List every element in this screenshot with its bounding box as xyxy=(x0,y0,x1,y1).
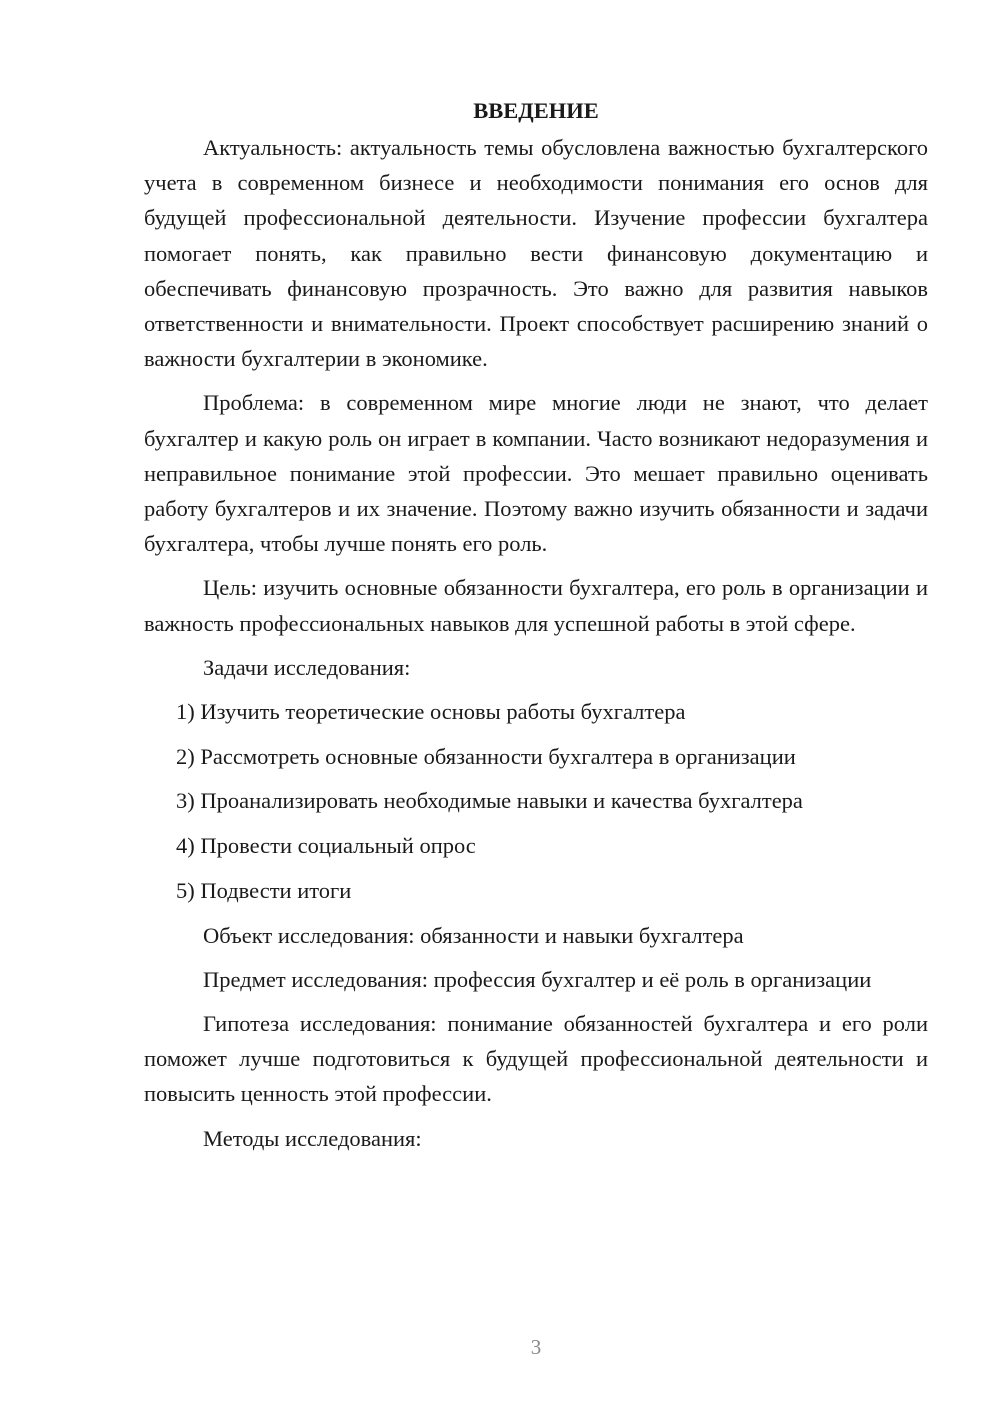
tasks-heading: Задачи исследования: xyxy=(203,654,411,680)
section-title: ВВЕДЕНИЕ xyxy=(473,98,599,123)
object-paragraph: Объект исследования: обязанности и навыки бухгалтера xyxy=(203,922,744,948)
problem-paragraph: Проблема: в современном мире многие люди не знают, что делает бухгалтер и какую роль он играет в компании. Часто возникают недоразумения и неправильное понимание этой профессии. Это мешает правильно оценивать работу бухгалтеров и их значение. Поэтому важно изучить обязанности и задачи бухгалтера, чтобы лучше понять его роль. xyxy=(144,390,928,557)
hypothesis-paragraph: Гипотеза исследования: понимание обязанностей бухгалтера и его роли поможет лучше подготовиться к будущей профессиональной деятельности и повысить ценность этой профессии. xyxy=(144,1010,928,1107)
page-number: 3 xyxy=(530,1335,542,1359)
list-item: 2) Рассмотреть основные обязанности бухгалтера в организации xyxy=(176,743,796,769)
goal-paragraph: Цель: изучить основные обязанности бухгалтера, его роль в организации и важность профессиональных навыков для успешной работы в этой сфере. xyxy=(144,575,928,636)
methods-heading: Методы исследования: xyxy=(203,1125,422,1151)
tasks-list xyxy=(144,694,928,908)
document-body xyxy=(144,96,928,1165)
subject-paragraph: Предмет исследования: профессия бухгалтер и её роль в организации xyxy=(203,966,872,992)
relevance-paragraph: Актуальность: актуальность темы обусловлена важностью бухгалтерского учета в современном бизнесе и необходимости понимания его основ для будущей профессиональной деятельности. Изучение профессии бухгалтера помогает понять, как правильно вести финансовую документацию и обеспечивать финансовую прозрачность. Это важно для развития навыков ответственности и внимательности. Проект способствует расширению знаний о важности бухгалтерии в экономике. xyxy=(144,135,928,372)
list-item: 1) Изучить теоретические основы работы бухгалтера xyxy=(176,699,686,725)
list-item: 5) Подвести итоги xyxy=(176,877,352,903)
list-item: 4) Провести социальный опрос xyxy=(176,833,476,859)
list-item: 3) Проанализировать необходимые навыки и качества бухгалтера xyxy=(176,788,803,814)
